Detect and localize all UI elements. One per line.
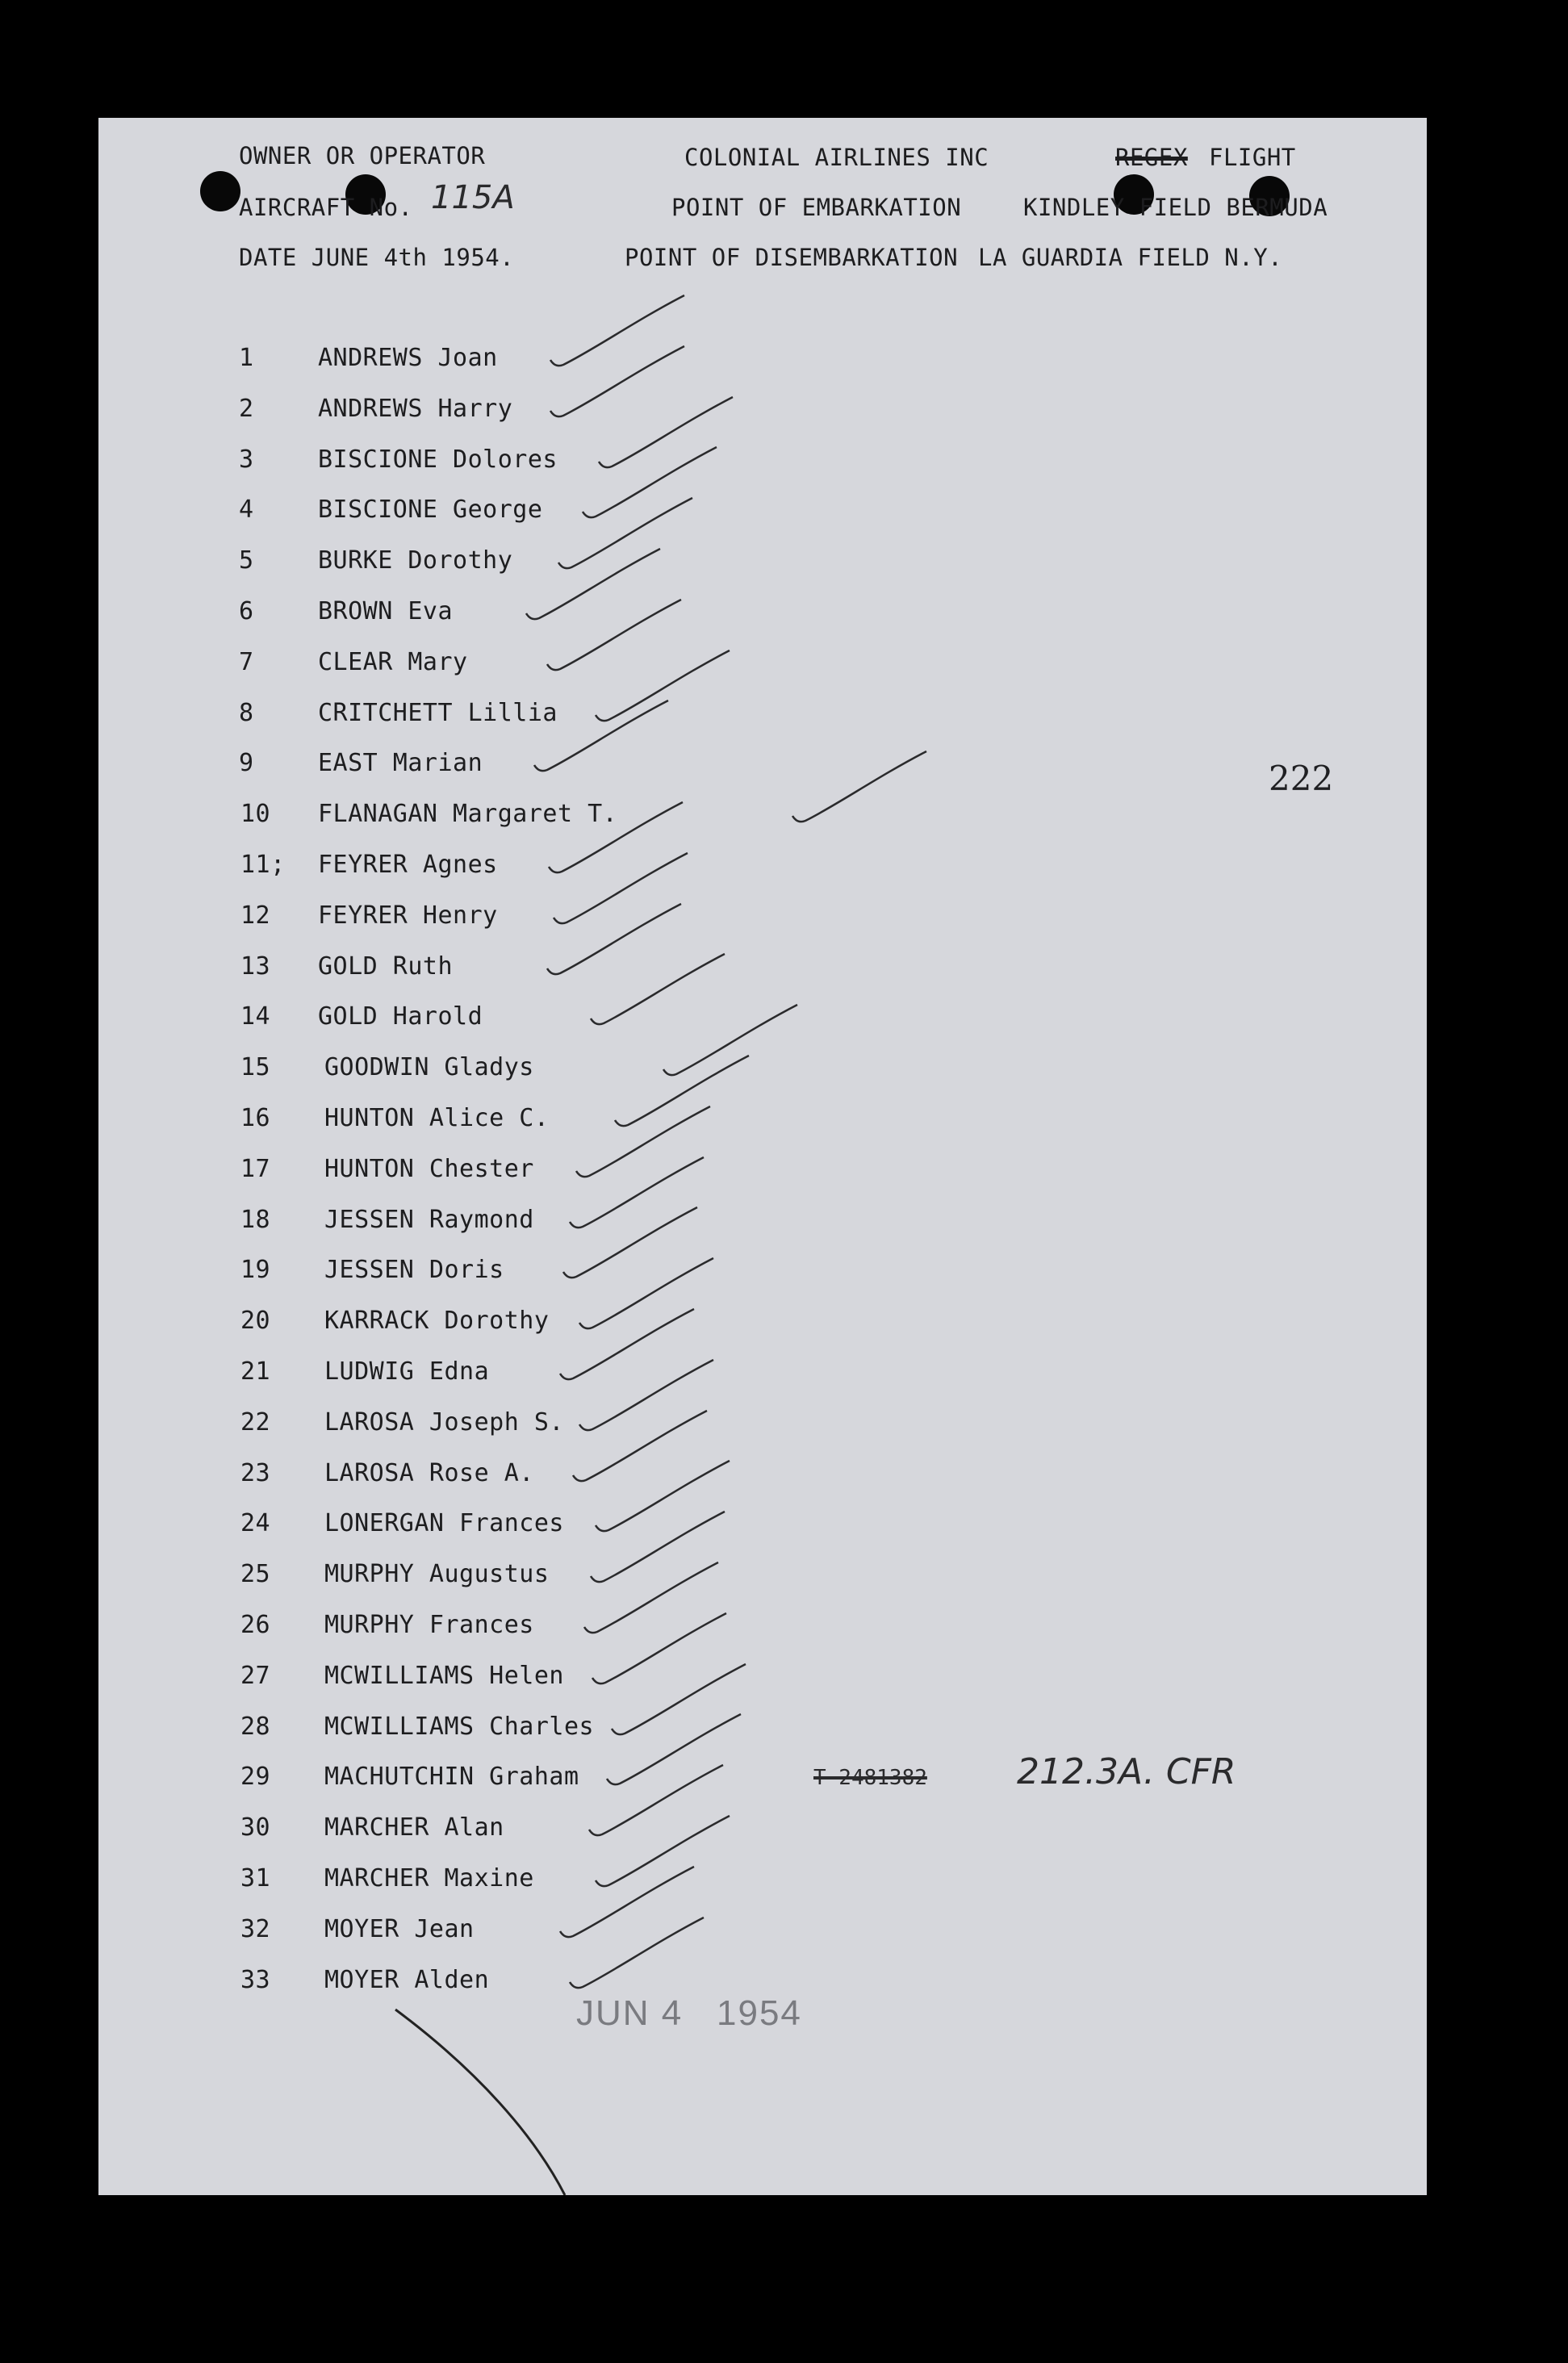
passenger-number: 13 — [240, 952, 271, 981]
checkmark — [570, 1157, 704, 1228]
checkmark — [526, 549, 660, 619]
passenger-name: MURPHY Frances — [324, 1611, 534, 1639]
checkmark — [579, 1360, 713, 1430]
checkmark — [573, 1411, 707, 1481]
checkmark — [583, 447, 717, 517]
passenger-name: CRITCHETT Lillia — [318, 699, 558, 727]
passenger-number: 4 — [239, 496, 254, 524]
checkmark — [576, 1106, 710, 1177]
checkmark — [589, 1765, 723, 1835]
date-label: DATE JUNE 4th 1954. — [239, 244, 515, 271]
passenger-number: 20 — [240, 1307, 271, 1335]
passenger-name: FEYRER Agnes — [318, 851, 498, 879]
checkmark — [663, 1005, 797, 1075]
struck-number: T-2481382 — [813, 1766, 927, 1790]
checkmark — [579, 1258, 713, 1328]
checkmark — [792, 751, 926, 822]
passenger-name: HUNTON Alice C. — [324, 1104, 550, 1132]
passenger-name: MOYER Jean — [324, 1915, 475, 1943]
checkmark — [591, 954, 725, 1024]
aircraft-label: AIRCRAFT No. — [239, 194, 413, 221]
checkmark — [584, 1562, 718, 1633]
passenger-name: ANDREWS Harry — [318, 395, 513, 423]
passenger-number: 17 — [240, 1155, 271, 1183]
flight-label: FLIGHT — [1209, 144, 1296, 171]
passenger-number: 1 — [239, 344, 254, 372]
checkmark — [547, 600, 681, 670]
pen-marks — [98, 118, 1427, 2195]
checkmark — [596, 650, 730, 721]
date-stamp-month-day: JUN 4 — [576, 1993, 684, 2033]
passenger-name: LAROSA Rose A. — [324, 1459, 534, 1487]
passenger-number: 16 — [240, 1104, 271, 1132]
passenger-name: FLANAGAN Margaret T. — [318, 800, 618, 828]
passenger-name: EAST Marian — [318, 749, 483, 777]
page-number: 222 — [1269, 759, 1334, 798]
checkmark — [596, 1461, 730, 1531]
passenger-number: 8 — [239, 699, 254, 727]
checkmark — [563, 1207, 697, 1278]
passenger-number: 23 — [240, 1459, 271, 1487]
checkmark — [560, 1309, 694, 1379]
passenger-name: LONERGAN Frances — [324, 1509, 564, 1537]
passenger-name: FEYRER Henry — [318, 901, 498, 930]
passenger-number: 30 — [240, 1813, 271, 1842]
passenger-number: 9 — [239, 749, 254, 777]
passenger-name: MCWILLIAMS Helen — [324, 1662, 564, 1690]
checkmark — [612, 1664, 746, 1734]
checkmark — [560, 1867, 694, 1937]
passenger-name: GOODWIN Gladys — [324, 1053, 534, 1081]
flight-struck: REGEX — [1115, 144, 1188, 171]
checkmark — [607, 1714, 741, 1784]
passenger-number: 18 — [240, 1206, 271, 1234]
checkmark — [599, 397, 733, 467]
passenger-name: LAROSA Joseph S. — [324, 1408, 564, 1437]
passenger-name: BROWN Eva — [318, 597, 454, 625]
passenger-number: 5 — [239, 546, 254, 575]
passenger-number: 33 — [240, 1966, 271, 1994]
passenger-name: MARCHER Maxine — [324, 1864, 534, 1892]
passenger-name: JESSEN Raymond — [324, 1206, 534, 1234]
passenger-number: 2 — [239, 395, 254, 423]
handwritten-code: 212.3A. CFR — [1017, 1751, 1236, 1792]
passenger-name: BISCIONE George — [318, 496, 543, 524]
passenger-name: LUDWIG Edna — [324, 1357, 490, 1386]
passenger-number: 6 — [239, 597, 254, 625]
manifest-page — [98, 118, 1427, 2195]
passenger-number: 31 — [240, 1864, 271, 1892]
passenger-number: 7 — [239, 648, 254, 676]
passenger-number: 24 — [240, 1509, 271, 1537]
diagonal-pen-stroke — [395, 2010, 565, 2195]
passenger-number: 15 — [240, 1053, 271, 1081]
passenger-name: MURPHY Augustus — [324, 1560, 550, 1588]
date-stamp-year: 1954 — [717, 1993, 802, 2033]
aircraft-number-handwritten: 115A — [431, 179, 515, 216]
passenger-number: 19 — [240, 1256, 271, 1284]
passenger-name: HUNTON Chester — [324, 1155, 534, 1183]
checkmark — [615, 1056, 749, 1126]
owner-label: OWNER OR OPERATOR — [239, 142, 486, 169]
passenger-number: 32 — [240, 1915, 271, 1943]
checkmark — [591, 1512, 725, 1582]
passenger-number: 22 — [240, 1408, 271, 1437]
passenger-number: 14 — [240, 1002, 271, 1031]
checkmark — [547, 904, 681, 974]
embark-label: POINT OF EMBARKATION — [671, 194, 962, 221]
passenger-name: MOYER Alden — [324, 1966, 490, 1994]
punch-hole — [200, 171, 240, 211]
passenger-number: 10 — [240, 800, 271, 828]
passenger-name: MACHUTCHIN Graham — [324, 1763, 579, 1791]
passenger-name: MCWILLIAMS Charles — [324, 1713, 595, 1741]
disembark-value: LA GUARDIA FIELD N.Y. — [978, 244, 1283, 271]
passenger-number: 3 — [239, 445, 254, 474]
passenger-number: 29 — [240, 1763, 271, 1791]
passenger-name: BISCIONE Dolores — [318, 445, 558, 474]
passenger-number: 28 — [240, 1713, 271, 1741]
checkmark — [558, 498, 692, 568]
disembark-label: POINT OF DISEMBARKATION — [625, 244, 959, 271]
passenger-name: CLEAR Mary — [318, 648, 468, 676]
owner-value: COLONIAL AIRLINES INC — [684, 144, 989, 171]
embark-value: KINDLEY FIELD BERMUDA — [1023, 194, 1328, 221]
passenger-name: KARRACK Dorothy — [324, 1307, 550, 1335]
checkmark — [592, 1613, 726, 1683]
passenger-number: 11; — [240, 851, 286, 879]
checkmark — [550, 346, 684, 416]
passenger-name: GOLD Ruth — [318, 952, 454, 981]
passenger-number: 26 — [240, 1611, 271, 1639]
passenger-number: 12 — [240, 901, 271, 930]
checkmark — [550, 295, 684, 366]
checkmark — [596, 1816, 730, 1886]
checkmark — [570, 1918, 704, 1988]
passenger-name: JESSEN Doris — [324, 1256, 504, 1284]
passenger-number: 27 — [240, 1662, 271, 1690]
passenger-number: 25 — [240, 1560, 271, 1588]
checkmark — [554, 853, 688, 923]
passenger-name: ANDREWS Joan — [318, 344, 498, 372]
passenger-name: MARCHER Alan — [324, 1813, 504, 1842]
passenger-number: 21 — [240, 1357, 271, 1386]
passenger-name: GOLD Harold — [318, 1002, 483, 1031]
passenger-name: BURKE Dorothy — [318, 546, 513, 575]
